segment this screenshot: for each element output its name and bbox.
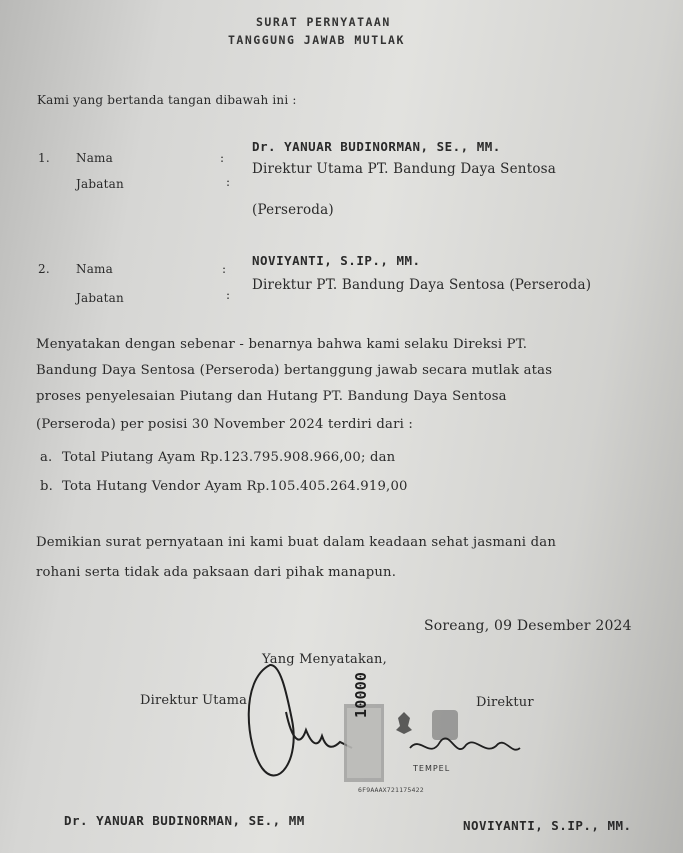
left-signature-scribble <box>286 712 352 748</box>
declarant-label: Yang Menyatakan, <box>262 652 387 667</box>
right-signature-scribble <box>410 738 520 749</box>
intro-text: Kami yang bertanda tangan dibawah ini : <box>37 93 297 107</box>
signer-1-position-colon: : <box>226 175 231 189</box>
signer-2-position-line-1: Direktur PT. Bandung Daya Sentosa (Perseroda) <box>252 277 592 293</box>
signer-2-position-label: Jabatan <box>76 291 124 305</box>
item-a-text: Total Piutang Ayam Rp.123.795.908.966,00; dan <box>62 450 396 465</box>
item-b-label: b. <box>40 479 54 494</box>
statement-line-2: Bandung Daya Sentosa (Perseroda) bertanggung jawab secara mutlak atas <box>36 363 553 378</box>
signer-1-position-line-1: Direktur Utama PT. Bandung Daya Sentosa <box>252 161 557 177</box>
closing-line-1: Demikian surat pernyataan ini kami buat dalam keadaan sehat jasmani dan <box>36 535 557 550</box>
title-line-1: SURAT PERNYATAAN <box>256 15 391 29</box>
signer-2-name-label: Nama <box>76 262 113 276</box>
signer-2-position-colon: : <box>226 288 231 302</box>
signer-1-name-colon: : <box>220 151 225 165</box>
signer-1-name-label: Nama <box>76 151 113 165</box>
signer-2-name: NOVIYANTI, S.IP., MM. <box>252 253 421 268</box>
item-b-text: Tota Hutang Vendor Ayam Rp.105.405.264.919,00 <box>62 479 408 494</box>
right-signer-name: NOVIYANTI, S.IP., MM. <box>463 818 632 833</box>
signer-2-name-colon: : <box>222 262 227 276</box>
meterai-serial: 6F9AAAX721175422 <box>358 786 424 794</box>
signer-2-number: 2. <box>38 262 50 276</box>
signer-1-position-label: Jabatan <box>76 177 124 191</box>
left-signer-name: Dr. YANUAR BUDINORMAN, SE., MM <box>64 813 305 828</box>
statement-line-1: Menyatakan dengan sebenar - benarnya bahwa kami selaku Direksi PT. <box>36 337 528 352</box>
statement-line-4: (Perseroda) per posisi 30 November 2024 terdiri dari : <box>36 417 414 432</box>
place-date: Soreang, 09 Desember 2024 <box>424 618 632 634</box>
item-a-label: a. <box>40 450 53 465</box>
meterai-value: 10000 <box>352 671 370 718</box>
closing-line-2: rohani serta tidak ada paksaan dari pihak manapun. <box>36 565 397 580</box>
left-signer-title: Direktur Utama <box>140 693 248 708</box>
right-signer-title: Direktur <box>476 695 534 710</box>
statement-line-3: proses penyelesaian Piutang dan Hutang PT. Bandung Daya Sentosa <box>36 389 507 404</box>
signer-1-position-line-2: (Perseroda) <box>252 202 334 218</box>
meterai-label: TEMPEL <box>413 764 451 773</box>
title-line-2: TANGGUNG JAWAB MUTLAK <box>228 33 405 47</box>
signer-1-number: 1. <box>38 151 50 165</box>
signer-1-name: Dr. YANUAR BUDINORMAN, SE., MM. <box>252 139 501 154</box>
